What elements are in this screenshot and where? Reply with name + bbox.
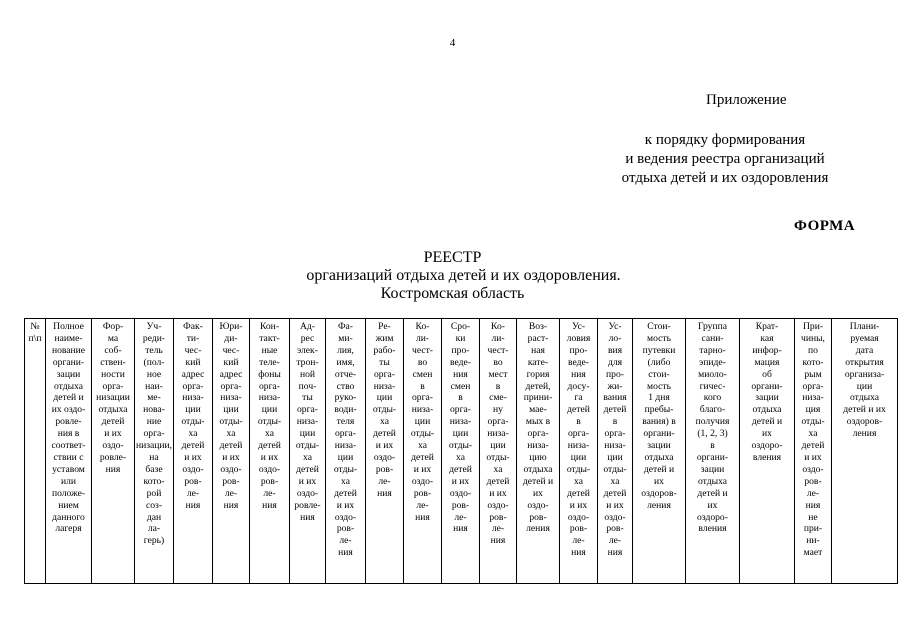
header-text: Ус- ловия про- веде- ния досу- га детей в орга- низа- ции отды- ха детей и их оздо- ров- ле- ния: [566, 321, 591, 559]
table-header-cell: [633, 319, 686, 584]
header-text: Полное наиме- нование органи- зации отдыха детей и их оздо- ровле- ния в соответ- ствии с уставом или положе- нием данного лагеря: [51, 321, 86, 535]
header-text: Ко- ли- чест- во смен в орга- низа- ции отды- ха детей и их оздо- ров- ле- ния: [410, 321, 435, 523]
table-header-cell: [795, 319, 832, 584]
appendix-subtitle-line: отдыха детей и их оздоровления: [621, 170, 829, 186]
table-header-cell: [404, 319, 442, 584]
table-header-cell: [832, 319, 898, 584]
header-text: Плани- руемая дата открытия организа- ции отдыха детей и их оздоров- ления: [843, 321, 886, 440]
registry-title: РЕЕСТР: [423, 249, 482, 266]
header-text: Стои- мость путевки (либо стои- мость 1 дня пребы- вания) в органи- зации отдыха детей и их оздоров- ления: [641, 321, 677, 511]
header-text: Ре- жим рабо- ты орга- низа- ции отды- ха детей и их оздо- ров- ле- ния: [372, 321, 397, 499]
header-text: Фа- ми- лия, имя, отче- ство руко- води- теля орга- низа- ции отды- ха детей и их оздо- ров- ле- ния: [333, 321, 358, 559]
registry-heading: [0, 249, 905, 303]
header-text: Ус- ло- вия для про- жи- вания детей в орга- низа- ции отды- ха детей и их оздо- ров- ле- ния: [603, 321, 627, 559]
appendix-subtitle-line: к порядку формирования: [644, 132, 806, 148]
header-text: Крат- кая инфор- мация об органи- зации отдыха детей и их оздоро- вления: [751, 321, 783, 463]
table-header-cell: [290, 319, 326, 584]
header-text: При- чины, по кото- рым орга- низа- ция отды- ха детей и их оздо- ров- ле- ния не при- ни- мает: [801, 321, 825, 559]
table-header-cell: [92, 319, 135, 584]
registry-subtitle: организаций отдыха детей и их оздоровления.: [306, 267, 621, 284]
table-header-cell: [598, 319, 633, 584]
header-text: Фор- ма соб- ствен- ности орга- низации отдыха детей и их оздо- ровле- ния: [96, 321, 130, 475]
table-header-cell: [250, 319, 290, 584]
header-text: Ко- ли- чест- во мест в сме- ну орга- низа- ции отды- ха детей и их оздо- ров- ле- ния: [486, 321, 510, 547]
appendix-subtitle-line: и ведения реестра организаций: [625, 151, 825, 167]
table-header-cell: [326, 319, 366, 584]
header-text: № п\п: [28, 321, 42, 344]
form-label: ФОРМА: [794, 218, 856, 234]
table-header-cell: [174, 319, 213, 584]
table-header-row: [25, 319, 898, 584]
header-text: Группа сани- тарно- эпиде- миоло- гичес- кого благо- получия (1, 2, 3) в органи- зации отдыха детей и их оздоро- вления: [695, 321, 730, 535]
table-header-cell: [25, 319, 46, 584]
table-header-cell: [740, 319, 795, 584]
table-header-cell: [442, 319, 480, 584]
registry-region: Костромская область: [380, 285, 525, 302]
header-text: Сро- ки про- веде- ния смен в орга- низа- ции отды- ха детей и их оздо- ров- ле- ния: [448, 321, 473, 535]
header-text: Ад- рес элек- трон- ной поч- ты орга- низа- ции отды- ха детей и их оздо- ровле- ния: [294, 321, 321, 523]
page-number: 4: [449, 37, 456, 49]
header-text: Кон- такт- ные теле- фоны орга- низа- ции отды- ха детей и их оздо- ров- ле- ния: [257, 321, 282, 511]
header-text: Фак- ти- чес- кий адрес орга- низа- ции отды- ха детей и их оздо- ров- ле- ния: [181, 321, 205, 511]
table-header-cell: [560, 319, 598, 584]
registry-table: [24, 318, 898, 584]
header-text: Юри- ди- чес- кий адрес орга- низа- ции отды- ха детей и их оздо- ров- ле- ния: [219, 321, 243, 511]
header-text: Уч- реди- тель (пол- ное наи- ме- нова- ние орга- низации, на базе кото- рой соз- дан ла- герь): [135, 321, 173, 547]
table-header-cell: [135, 319, 174, 584]
table-header-cell: [366, 319, 404, 584]
table-header-cell: [213, 319, 250, 584]
appendix-subtitle: [560, 131, 890, 188]
header-text: Воз- раст- ная кате- гория детей, прини- мае- мых в орга- низа- цию отдыха детей и их оздо- ров- ления: [522, 321, 554, 535]
table-header-cell: [686, 319, 740, 584]
table-header-cell: [517, 319, 560, 584]
table-header-cell: [46, 319, 92, 584]
table-header-cell: [480, 319, 517, 584]
appendix-title: Приложение: [706, 92, 787, 108]
